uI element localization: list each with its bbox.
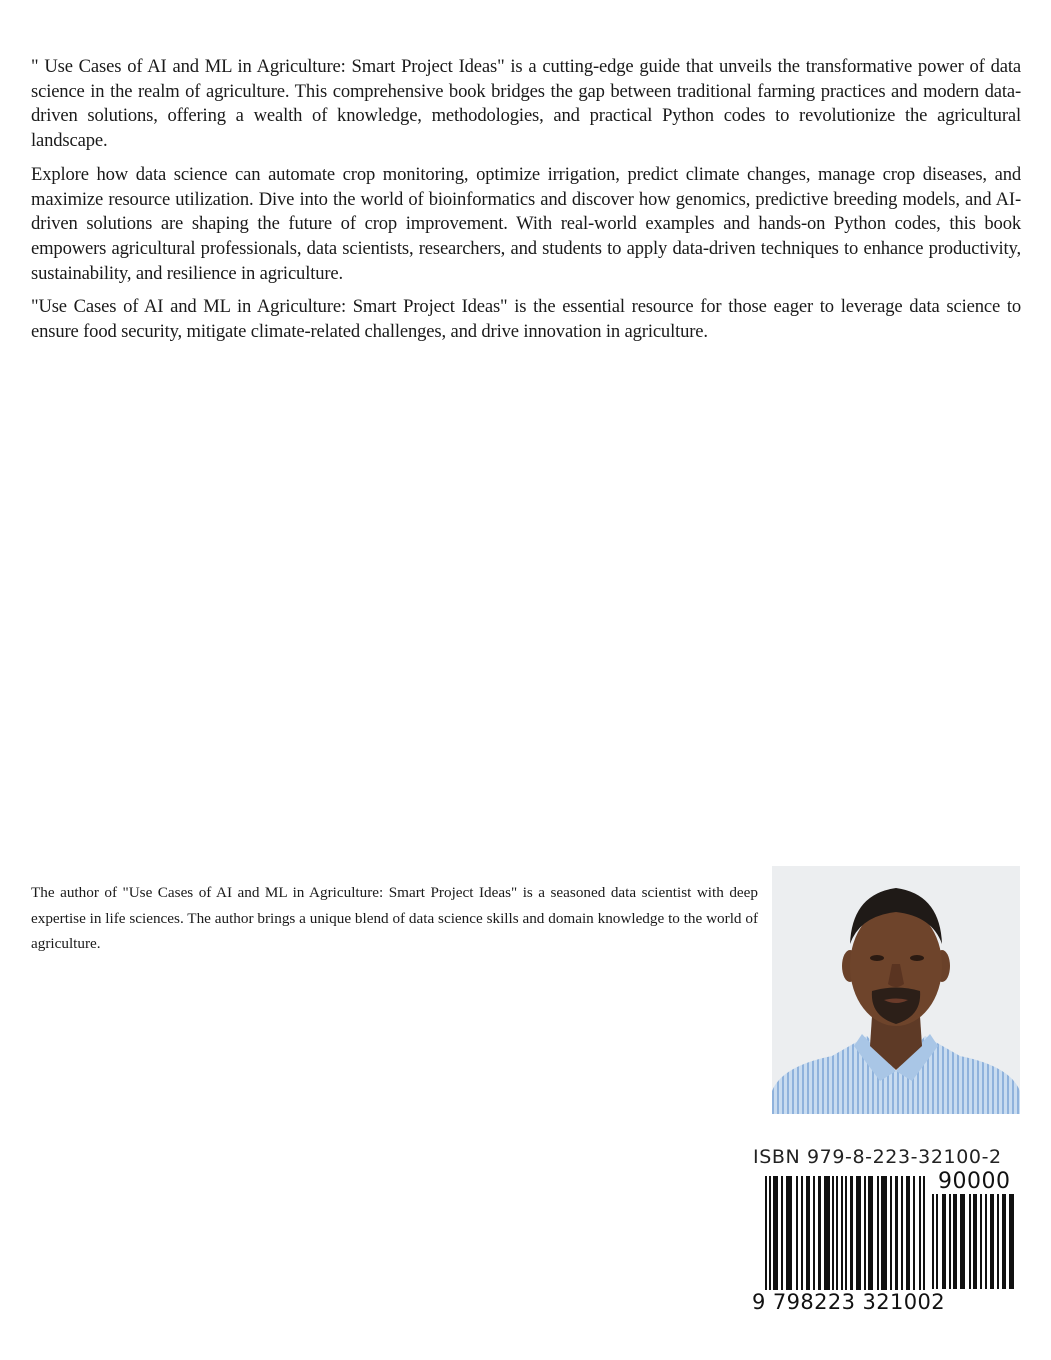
blurb-paragraph-1: " Use Cases of AI and ML in Agriculture: Smart Project Ideas" is a cutting-edge guide that unveils the transformative power of data science in the realm of agriculture. This comprehensive book bridges the gap between traditional farming practices and modern data-driven solutions, offering a wealth of knowledge, methodologies, and practical Python codes to revolutionize the agricultural landscape. [31, 56, 1021, 152]
isbn-barcode [752, 1140, 1014, 1340]
back-cover-blurb [31, 55, 1021, 354]
isbn-label: ISBN 979-8-223-32100-2 [753, 1146, 1002, 1168]
blurb-paragraph-3: "Use Cases of AI and ML in Agriculture: Smart Project Ideas" is the essential resource for those eager to leverage data science to ensure food security, mitigate climate-related challenges, and drive innovation in agriculture. [31, 296, 1021, 343]
author-bio [31, 880, 758, 957]
author-bio-text: The author of "Use Cases of AI and ML in Agriculture: Smart Project Ideas" is a seasoned data scientist with deep expertise in life sciences. The author brings a unique blend of data science skills and domain knowledge to the world of agriculture. [31, 884, 758, 952]
author-portrait-icon [772, 866, 1020, 1114]
price-addon-code: 90000 [938, 1169, 1011, 1194]
barcode-main-bars-icon [764, 1176, 928, 1306]
barcode-addon-bars-icon [932, 1194, 1022, 1289]
blurb-paragraph-2: Explore how data science can automate crop monitoring, optimize irrigation, predict climate changes, manage crop diseases, and maximize resource utilization. Dive into the world of bioinformatics and discover how genomics, predictive breeding models, and AI-driven solutions are shaping the future of crop improvement. With real-world examples and hands-on Python codes, this book empowers agricultural professionals, data scientists, researchers, and students to apply data-driven techniques to enhance productivity, sustainability, and resilience in agriculture. [31, 163, 1021, 284]
author-photo [772, 866, 1020, 1114]
ean-digits: 9 798223 321002 [752, 1290, 946, 1314]
